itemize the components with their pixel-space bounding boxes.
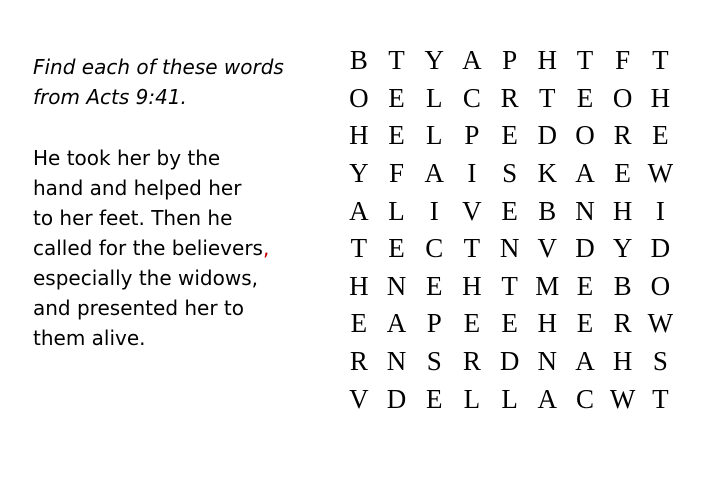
grid-letter[interactable]: R <box>613 308 632 339</box>
grid-letter[interactable]: E <box>652 120 669 151</box>
grid-letter[interactable]: E <box>425 383 443 414</box>
grid-letter[interactable]: C <box>462 82 481 113</box>
grid-letter[interactable]: N <box>386 270 407 301</box>
grid-letter[interactable]: T <box>652 383 669 414</box>
grid-letter[interactable]: H <box>349 120 369 151</box>
grid-letter[interactable]: O <box>349 82 369 113</box>
grid-letter[interactable]: L <box>388 195 405 226</box>
instructions-panel <box>33 52 313 353</box>
word-search-grid <box>340 42 679 418</box>
grid-letter[interactable]: I <box>467 158 477 189</box>
verse-line: called for the believers <box>33 236 263 260</box>
grid-letter[interactable]: A <box>349 195 369 226</box>
grid-letter[interactable]: E <box>576 308 594 339</box>
grid-letter[interactable]: B <box>613 270 632 301</box>
grid-letter[interactable]: H <box>612 195 633 226</box>
verse-line: especially the widows, <box>33 266 258 290</box>
grid-letter[interactable]: F <box>389 158 405 189</box>
grid-letter[interactable]: C <box>425 233 444 264</box>
grid-letter[interactable]: A <box>537 383 558 414</box>
grid-letter[interactable]: N <box>575 195 595 226</box>
grid-letter[interactable]: T <box>539 82 556 113</box>
grid-letter[interactable]: T <box>350 233 368 264</box>
grid-letter[interactable]: L <box>425 82 443 113</box>
grid-letter[interactable]: V <box>462 195 482 226</box>
grid-letter[interactable]: V <box>537 233 558 264</box>
grid-letter[interactable]: D <box>575 233 595 264</box>
grid-letter[interactable]: K <box>537 158 558 189</box>
grid-letter[interactable]: Y <box>424 45 444 76</box>
grid-letter[interactable]: E <box>388 82 405 113</box>
verse-line-with-comma <box>33 233 313 263</box>
instruction-line: from Acts 9:41. <box>33 85 187 109</box>
grid-letter[interactable]: Y <box>349 158 369 189</box>
grid-letter[interactable]: H <box>349 270 369 301</box>
grid-letter[interactable]: R <box>613 120 632 151</box>
grid-letter[interactable]: A <box>386 308 407 339</box>
grid-letter[interactable]: R <box>500 82 519 113</box>
grid-letter[interactable]: N <box>499 233 520 264</box>
grid-letter[interactable]: E <box>614 158 631 189</box>
grid-letter[interactable]: H <box>612 346 633 377</box>
grid-letter[interactable]: L <box>425 120 443 151</box>
grid-letter[interactable]: E <box>350 308 368 339</box>
grid-letter[interactable]: E <box>501 195 518 226</box>
grid-letter[interactable]: E <box>576 82 594 113</box>
grid-letter[interactable]: O <box>650 270 671 301</box>
grid-letter[interactable]: I <box>429 195 439 226</box>
grid-letter[interactable]: C <box>575 383 594 414</box>
grid-letter[interactable]: B <box>349 45 368 76</box>
grid-letter[interactable]: D <box>499 346 520 377</box>
grid-letter[interactable]: E <box>501 308 518 339</box>
verse-line: to her feet. Then he <box>33 206 233 230</box>
grid-letter[interactable]: D <box>650 233 671 264</box>
grid-letter[interactable]: R <box>462 346 481 377</box>
grid-letter[interactable]: S <box>502 158 518 189</box>
grid-letter[interactable]: L <box>463 383 481 414</box>
grid-letter[interactable]: H <box>537 45 558 76</box>
grid-letter[interactable]: S <box>426 346 442 377</box>
grid-letter[interactable]: H <box>650 82 671 113</box>
bible-verse <box>33 143 313 353</box>
verse-line: He took her by the <box>33 146 221 170</box>
grid-letter[interactable]: E <box>388 120 405 151</box>
grid-letter[interactable]: T <box>463 233 481 264</box>
grid-letter[interactable]: T <box>501 270 518 301</box>
instruction-line: Find each of these words <box>33 55 284 79</box>
grid-letter[interactable]: P <box>502 45 518 76</box>
grid-letter[interactable]: A <box>575 346 595 377</box>
grid-letter[interactable]: B <box>538 195 557 226</box>
grid-letter[interactable]: P <box>426 308 442 339</box>
grid-letter[interactable]: E <box>501 120 518 151</box>
grid-letter[interactable]: R <box>349 346 368 377</box>
verse-comma: , <box>262 236 270 260</box>
grid-letter[interactable]: E <box>463 308 481 339</box>
grid-letter[interactable]: I <box>655 195 665 226</box>
grid-letter[interactable]: D <box>386 383 407 414</box>
grid-letter[interactable]: N <box>537 346 558 377</box>
grid-letter[interactable]: H <box>537 308 558 339</box>
grid-letter[interactable]: W <box>609 383 636 414</box>
verse-line: and presented her to <box>33 296 245 320</box>
grid-letter[interactable]: E <box>425 270 443 301</box>
grid-letter[interactable]: A <box>462 45 482 76</box>
grid-letter[interactable]: V <box>349 383 369 414</box>
grid-letter[interactable]: O <box>575 120 595 151</box>
grid-letter[interactable]: A <box>575 158 595 189</box>
grid-letter[interactable]: H <box>462 270 482 301</box>
grid-letter[interactable]: T <box>576 45 594 76</box>
grid-letter[interactable]: L <box>501 383 518 414</box>
grid-letter[interactable]: Y <box>612 233 633 264</box>
grid-letter[interactable]: W <box>647 158 674 189</box>
grid-letter[interactable]: T <box>652 45 669 76</box>
grid-letter[interactable]: E <box>388 233 405 264</box>
grid-letter[interactable]: D <box>537 120 558 151</box>
grid-letter[interactable]: P <box>464 120 480 151</box>
grid-letter[interactable]: F <box>615 45 631 76</box>
grid-letter[interactable]: S <box>652 346 668 377</box>
puzzle-instruction <box>33 52 313 112</box>
grid-letter[interactable]: T <box>388 45 405 76</box>
verse-line: them alive. <box>33 326 146 350</box>
grid-letter[interactable]: A <box>424 158 444 189</box>
grid-letter[interactable]: M <box>535 270 560 301</box>
grid-letter[interactable]: E <box>576 270 594 301</box>
grid-letter[interactable]: O <box>612 82 633 113</box>
grid-letter[interactable]: N <box>386 346 407 377</box>
grid-letter[interactable]: W <box>647 308 674 339</box>
verse-line: hand and helped her <box>33 176 242 200</box>
